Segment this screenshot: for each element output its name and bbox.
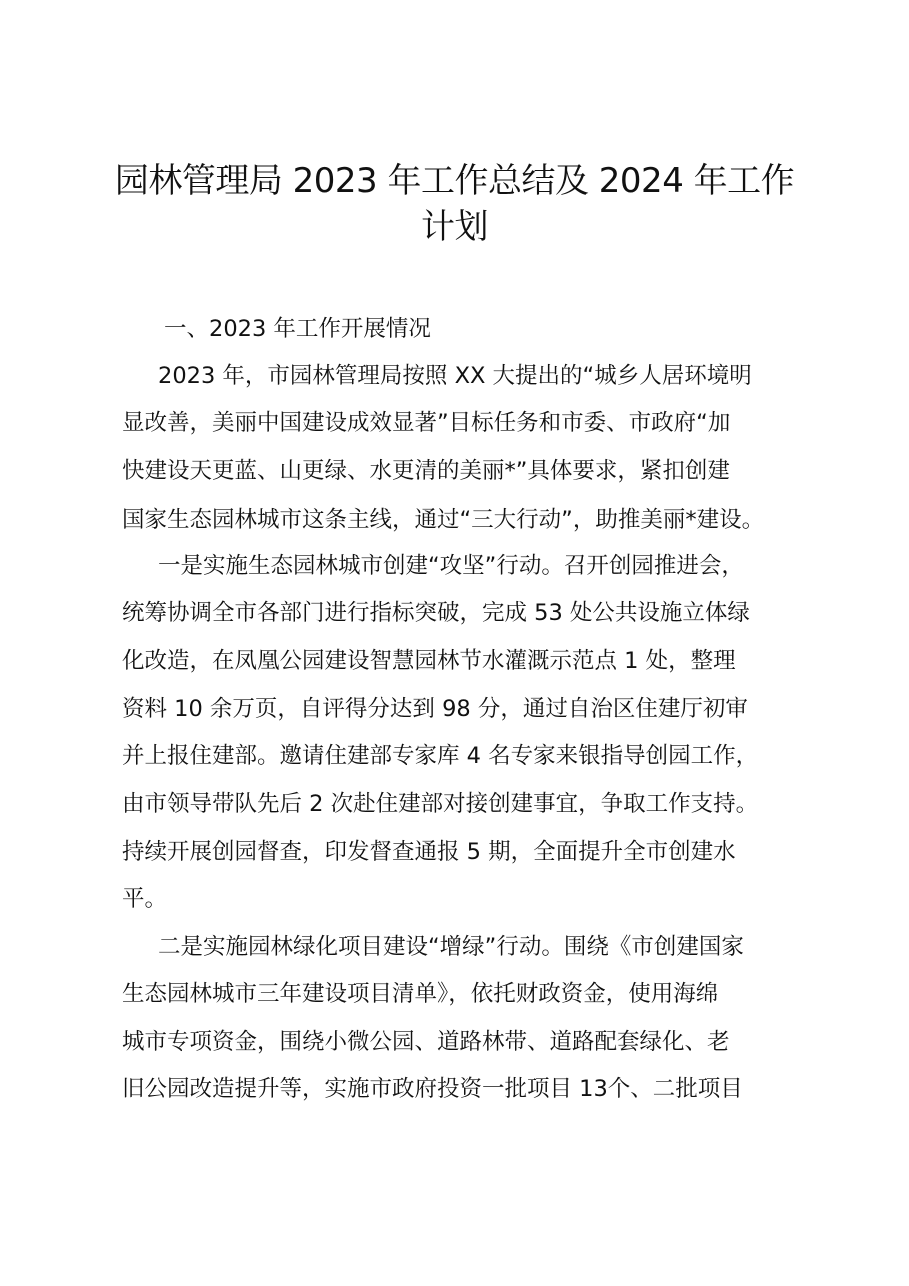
paragraph-line: 并上报住建部。邀请住建部专家库 4 名专家来银指导创园工作， bbox=[122, 743, 759, 769]
paragraph-line: 国家生态园林城市这条主线，通过“三大行动”，助推美丽*建设。 bbox=[122, 507, 765, 533]
paragraph-line: 持续开展创园督查，印发督查通报 5 期，全面提升全市创建水 bbox=[122, 839, 736, 865]
paragraph-line: 统筹协调全市各部门进行指标突破，完成 53 处公共设施立体绿 bbox=[122, 600, 750, 626]
title-line-2: 计划 bbox=[421, 207, 488, 247]
title-line-1: 园林管理局 2023 年工作总结及 2024 年工作 bbox=[114, 161, 795, 201]
paragraph-line: 一是实施生态园林城市创建“攻坚”行动。召开创园推进会， bbox=[158, 553, 744, 579]
paragraph-line: 由市领导带队先后 2 次赴住建部对接创建事宜，争取工作支持。 bbox=[122, 791, 759, 817]
section-heading: 一、2023 年工作开展情况 bbox=[164, 316, 431, 342]
paragraph-line: 平。 bbox=[122, 886, 168, 912]
paragraph-line: 化改造，在凤凰公园建设智慧园林节水灌溉示范点 1 处，整理 bbox=[122, 648, 736, 674]
paragraph-line: 快建设天更蓝、山更绿、水更清的美丽*”具体要求，紧扣创建 bbox=[122, 458, 730, 484]
document-title bbox=[100, 158, 809, 250]
paragraph-line: 城市专项资金，围绕小微公园、道路林带、道路配套绿化、老 bbox=[122, 1029, 730, 1055]
paragraph-line: 生态园林城市三年建设项目清单》，依托财政资金，使用海绵 bbox=[122, 981, 719, 1007]
paragraph-line: 显改善，美丽中国建设成效显著”目标任务和市委、市政府“加 bbox=[122, 410, 731, 436]
paragraph-line: 二是实施园林绿化项目建设“增绿”行动。围绕《市创建国家 bbox=[158, 934, 744, 960]
paragraph-line: 旧公园改造提升等，实施市政府投资一批项目 13个、二批项目 bbox=[122, 1076, 743, 1102]
paragraph-line: 2023 年，市园林管理局按照 XX 大提出的“城乡人居环境明 bbox=[158, 363, 752, 389]
paragraph-line: 资料 10 余万页，自评得分达到 98 分，通过自治区住建厅初审 bbox=[122, 696, 748, 722]
